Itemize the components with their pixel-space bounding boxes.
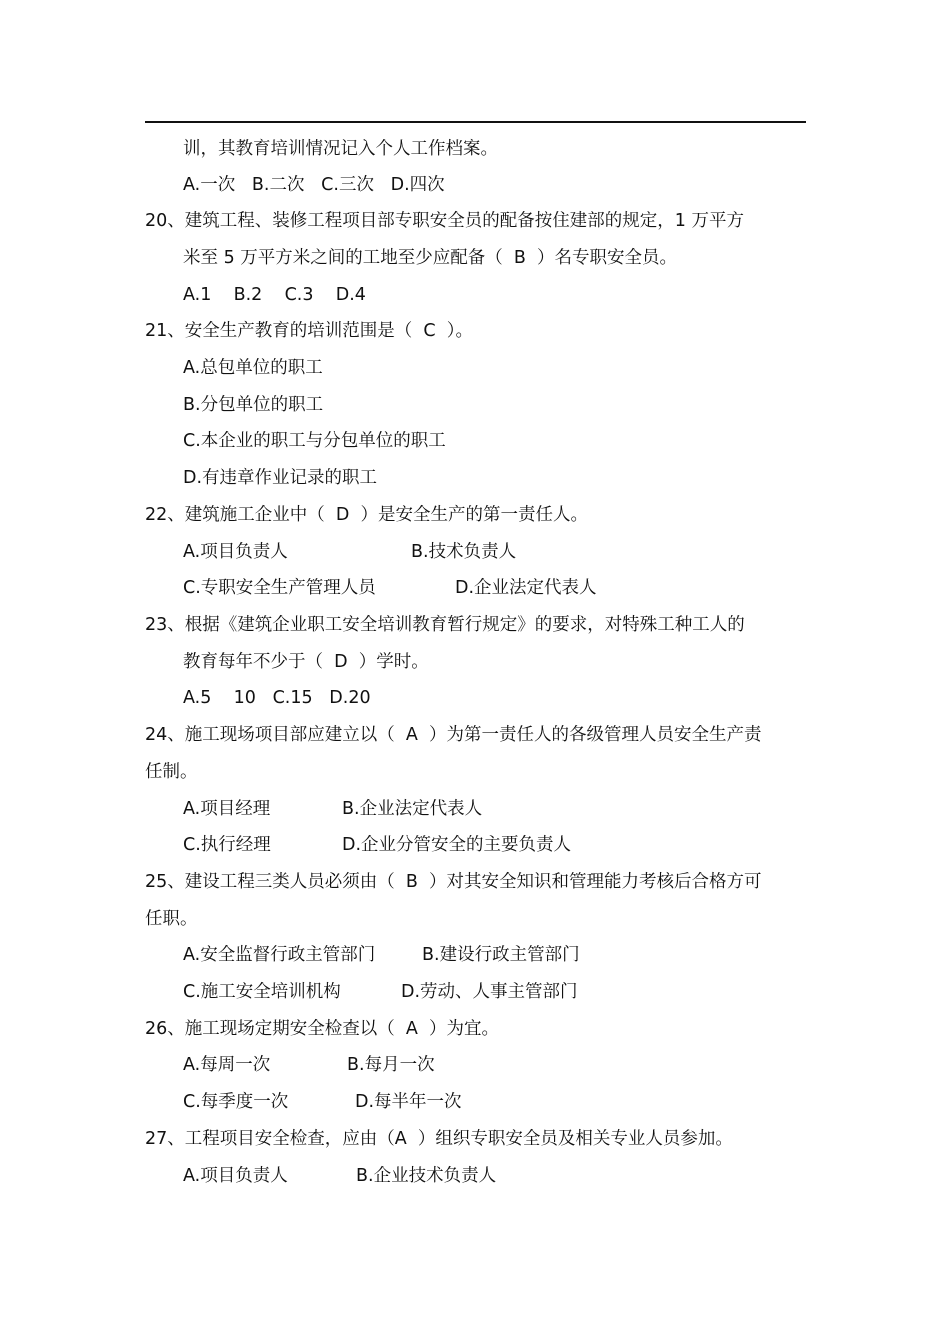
question-21: 21、安全生产教育的培训范围是（ C ）。 xyxy=(145,321,473,341)
option-a: A.总包单位的职工 xyxy=(183,358,323,378)
option-c: C.施工安全培训机构 xyxy=(183,982,341,1002)
question-25-cont: 任职。 xyxy=(145,909,198,929)
option-b: B.分包单位的职工 xyxy=(183,395,324,415)
option-c: C.执行经理 xyxy=(183,835,271,855)
question-20-cont: 米至 5 万平方米之间的工地至少应配备（ B ）名专职安全员。 xyxy=(183,248,678,268)
question-20: 20、建筑工程、装修工程项目部专职安全员的配备按住建部的规定，1 万平方 xyxy=(145,211,744,231)
header-rule xyxy=(145,121,806,123)
question-25: 25、建设工程三类人员必须由（ B ）对其安全知识和管理能力考核后合格方可 xyxy=(145,872,762,892)
option-a: A.每周一次 xyxy=(183,1055,271,1075)
question-24: 24、施工现场项目部应建立以（ A ）为第一责任人的各级管理人员安全生产责 xyxy=(145,725,762,745)
options-line: A.1 B.2 C.3 D.4 xyxy=(183,285,366,305)
option-d: D.企业分管安全的主要负责人 xyxy=(342,835,572,855)
option-a: A.项目负责人 xyxy=(183,1166,288,1186)
option-c: C.本企业的职工与分包单位的职工 xyxy=(183,431,446,451)
option-c: C.每季度一次 xyxy=(183,1092,289,1112)
option-b: B.每月一次 xyxy=(347,1055,435,1075)
option-a: A.项目经理 xyxy=(183,799,271,819)
question-24-cont: 任制。 xyxy=(145,762,198,782)
text-line: 训，其教育培训情况记入个人工作档案。 xyxy=(183,139,498,159)
option-b: B.企业法定代表人 xyxy=(342,799,483,819)
option-b: B.建设行政主管部门 xyxy=(422,945,580,965)
question-23-cont: 教育每年不少于（ D ）学时。 xyxy=(183,652,429,672)
option-d: D.有违章作业记录的职工 xyxy=(183,468,378,488)
question-23: 23、根据《建筑企业职工安全培训教育暂行规定》的要求，对特殊工种工人的 xyxy=(145,615,745,635)
options-line: A.一次 B.二次 C.三次 D.四次 xyxy=(183,175,445,195)
options-line: A.5 10 C.15 D.20 xyxy=(183,688,371,708)
question-22: 22、建筑施工企业中（ D ）是安全生产的第一责任人。 xyxy=(145,505,588,525)
option-d: D.劳动、人事主管部门 xyxy=(401,982,578,1002)
option-d: D.每半年一次 xyxy=(355,1092,462,1112)
option-d: D.企业法定代表人 xyxy=(455,578,597,598)
option-b: B.技术负责人 xyxy=(411,542,517,562)
question-26: 26、施工现场定期安全检查以（ A ）为宜。 xyxy=(145,1019,499,1039)
option-c: C.专职安全生产管理人员 xyxy=(183,578,376,598)
option-a: A.安全监督行政主管部门 xyxy=(183,945,376,965)
question-27: 27、工程项目安全检查，应由（A ）组织专职安全员及相关专业人员参加。 xyxy=(145,1129,733,1149)
option-b: B.企业技术负责人 xyxy=(356,1166,497,1186)
option-a: A.项目负责人 xyxy=(183,542,288,562)
